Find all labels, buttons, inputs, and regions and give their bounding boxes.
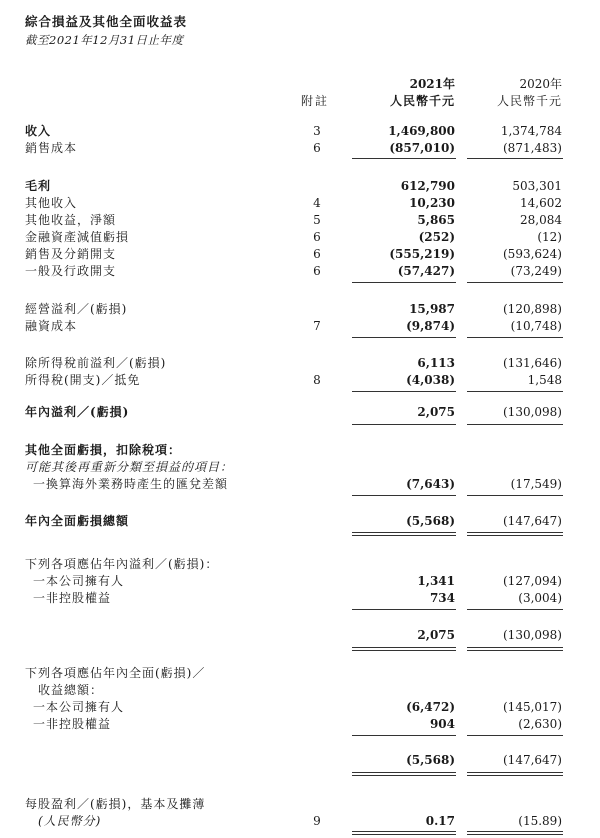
row-note: 6 xyxy=(313,247,321,261)
year-2020-header: 2020年 xyxy=(519,77,562,91)
subtotal-rule xyxy=(467,735,563,736)
total-rule xyxy=(352,535,456,536)
row-note: 6 xyxy=(313,264,321,278)
row-label: 金融資產減值虧損 xyxy=(25,230,130,244)
row-label: 一本公司擁有人 xyxy=(33,700,125,714)
row-value-2020: (3,004) xyxy=(518,591,562,605)
row-value-2020: 14,602 xyxy=(520,196,562,210)
row-note: 3 xyxy=(313,124,321,138)
row-label: 銷售成本 xyxy=(25,141,78,155)
subtotal-rule xyxy=(352,391,456,392)
row-value-2020: 28,084 xyxy=(520,213,562,227)
row-value-2020: (10,748) xyxy=(510,319,562,333)
total-rule xyxy=(467,772,563,773)
statement-subtitle: 截至2021年12月31日止年度 xyxy=(25,33,184,47)
row-value-2021: (857,010) xyxy=(389,141,455,155)
year-2021-unit: 人民幣千元 xyxy=(389,94,455,108)
subtotal-rule xyxy=(352,735,456,736)
row-value-2020: (2,630) xyxy=(518,717,562,731)
row-label: 其他收益，淨額 xyxy=(25,213,117,227)
row-label: 一換算海外業務時產生的匯兌差額 xyxy=(33,477,229,491)
subtotal-rule xyxy=(352,609,456,610)
subtotal-rule xyxy=(352,158,456,159)
subtotal-rule xyxy=(467,609,563,610)
note-column-header: 附註 xyxy=(301,94,330,108)
row-value-2021: (5,568) xyxy=(406,514,455,528)
row-value-2020: (73,249) xyxy=(510,264,562,278)
row-label: 其他收入 xyxy=(25,196,78,210)
row-note: 6 xyxy=(313,141,321,155)
row-label: 一般及行政開支 xyxy=(25,264,117,278)
row-label: 所得稅(開支)／抵免 xyxy=(25,373,141,387)
row-value-2020: (127,094) xyxy=(503,574,562,588)
row-label: 每股盈利／(虧損)，基本及攤薄 xyxy=(25,797,206,811)
total-rule xyxy=(467,831,563,832)
subtotal-rule xyxy=(467,495,563,496)
row-value-2021: (252) xyxy=(418,230,455,244)
total-rule xyxy=(467,650,563,651)
row-label: 毛利 xyxy=(25,179,52,193)
row-label: 下列各項應佔年內溢利／(虧損)： xyxy=(25,557,219,571)
row-value-2021: (4,038) xyxy=(406,373,455,387)
total-rule xyxy=(352,532,456,533)
row-value-2021: (6,472) xyxy=(406,700,455,714)
row-note: 8 xyxy=(313,373,321,387)
total-rule xyxy=(352,650,456,651)
subtotal-rule xyxy=(352,337,456,338)
row-label: 其他全面虧損，扣除稅項： xyxy=(25,443,182,457)
row-value-2020: (130,098) xyxy=(503,405,562,419)
row-label: 年內全面虧損總額 xyxy=(25,514,130,528)
total-rule xyxy=(352,834,456,835)
row-value-2021: 1,341 xyxy=(417,574,455,588)
row-value-2021: (555,219) xyxy=(389,247,455,261)
row-value-2021: (7,643) xyxy=(406,477,455,491)
row-value-2021: (5,568) xyxy=(406,753,455,767)
row-label: 融資成本 xyxy=(25,319,78,333)
row-label: 可能其後再重新分類至損益的項目： xyxy=(25,460,234,474)
row-label: 收益總額： xyxy=(38,683,104,697)
row-value-2020: (15.89) xyxy=(518,814,562,828)
row-value-2020: (131,646) xyxy=(503,356,562,370)
subtotal-rule xyxy=(467,282,563,283)
row-value-2020: (147,647) xyxy=(503,514,562,528)
total-rule xyxy=(352,772,456,773)
total-rule xyxy=(352,831,456,832)
row-label: 銷售及分銷開支 xyxy=(25,247,117,261)
row-value-2021: 734 xyxy=(429,591,455,605)
total-rule xyxy=(467,647,563,648)
row-value-2021: 2,075 xyxy=(417,405,455,419)
total-rule xyxy=(467,532,563,533)
total-rule xyxy=(467,775,563,776)
row-note: 9 xyxy=(313,814,321,828)
row-value-2021: 6,113 xyxy=(417,356,455,370)
row-value-2021: (9,874) xyxy=(406,319,455,333)
year-2020-unit: 人民幣千元 xyxy=(496,94,562,108)
row-note: 5 xyxy=(313,213,321,227)
row-value-2020: (130,098) xyxy=(503,628,562,642)
row-value-2020: (593,624) xyxy=(503,247,562,261)
row-label: 年內溢利／(虧損) xyxy=(25,405,130,419)
row-value-2021: 15,987 xyxy=(409,302,455,316)
row-value-2020: (871,483) xyxy=(503,141,562,155)
subtotal-rule xyxy=(352,282,456,283)
row-value-2020: (12) xyxy=(537,230,562,244)
subtotal-rule xyxy=(467,424,563,425)
total-rule xyxy=(352,647,456,648)
row-label: 經營溢利／(虧損) xyxy=(25,302,128,316)
row-value-2020: 1,548 xyxy=(527,373,562,387)
row-label: 收入 xyxy=(25,124,52,138)
row-value-2021: 904 xyxy=(429,717,455,731)
row-label: 一非控股權益 xyxy=(33,591,112,605)
row-value-2020: (147,647) xyxy=(503,753,562,767)
subtotal-rule xyxy=(352,495,456,496)
subtotal-rule xyxy=(467,337,563,338)
row-value-2021: 10,230 xyxy=(409,196,455,210)
row-value-2021: (57,427) xyxy=(397,264,455,278)
row-label: (人民幣分) xyxy=(38,814,102,828)
row-value-2020: (120,898) xyxy=(503,302,562,316)
row-value-2021: 0.17 xyxy=(425,814,455,828)
statement-title: 綜合損益及其他全面收益表 xyxy=(25,14,188,29)
year-2021-header: 2021年 xyxy=(409,77,455,91)
row-value-2020: 1,374,784 xyxy=(500,124,562,138)
row-note: 7 xyxy=(313,319,321,333)
total-rule xyxy=(352,775,456,776)
subtotal-rule xyxy=(467,158,563,159)
row-value-2021: 2,075 xyxy=(417,628,455,642)
row-value-2020: (17,549) xyxy=(510,477,562,491)
total-rule xyxy=(467,834,563,835)
row-value-2021: 5,865 xyxy=(417,213,455,227)
row-value-2020: (145,017) xyxy=(503,700,562,714)
row-label: 一本公司擁有人 xyxy=(33,574,125,588)
row-label: 下列各項應佔年內全面(虧損)／ xyxy=(25,666,206,680)
row-label: 除所得稅前溢利／(虧損) xyxy=(25,356,167,370)
row-label: 一非控股權益 xyxy=(33,717,112,731)
row-note: 6 xyxy=(313,230,321,244)
subtotal-rule xyxy=(467,391,563,392)
row-value-2020: 503,301 xyxy=(512,179,562,193)
row-value-2021: 612,790 xyxy=(400,179,455,193)
row-value-2021: 1,469,800 xyxy=(388,124,455,138)
row-note: 4 xyxy=(313,196,321,210)
subtotal-rule xyxy=(352,424,456,425)
total-rule xyxy=(467,535,563,536)
